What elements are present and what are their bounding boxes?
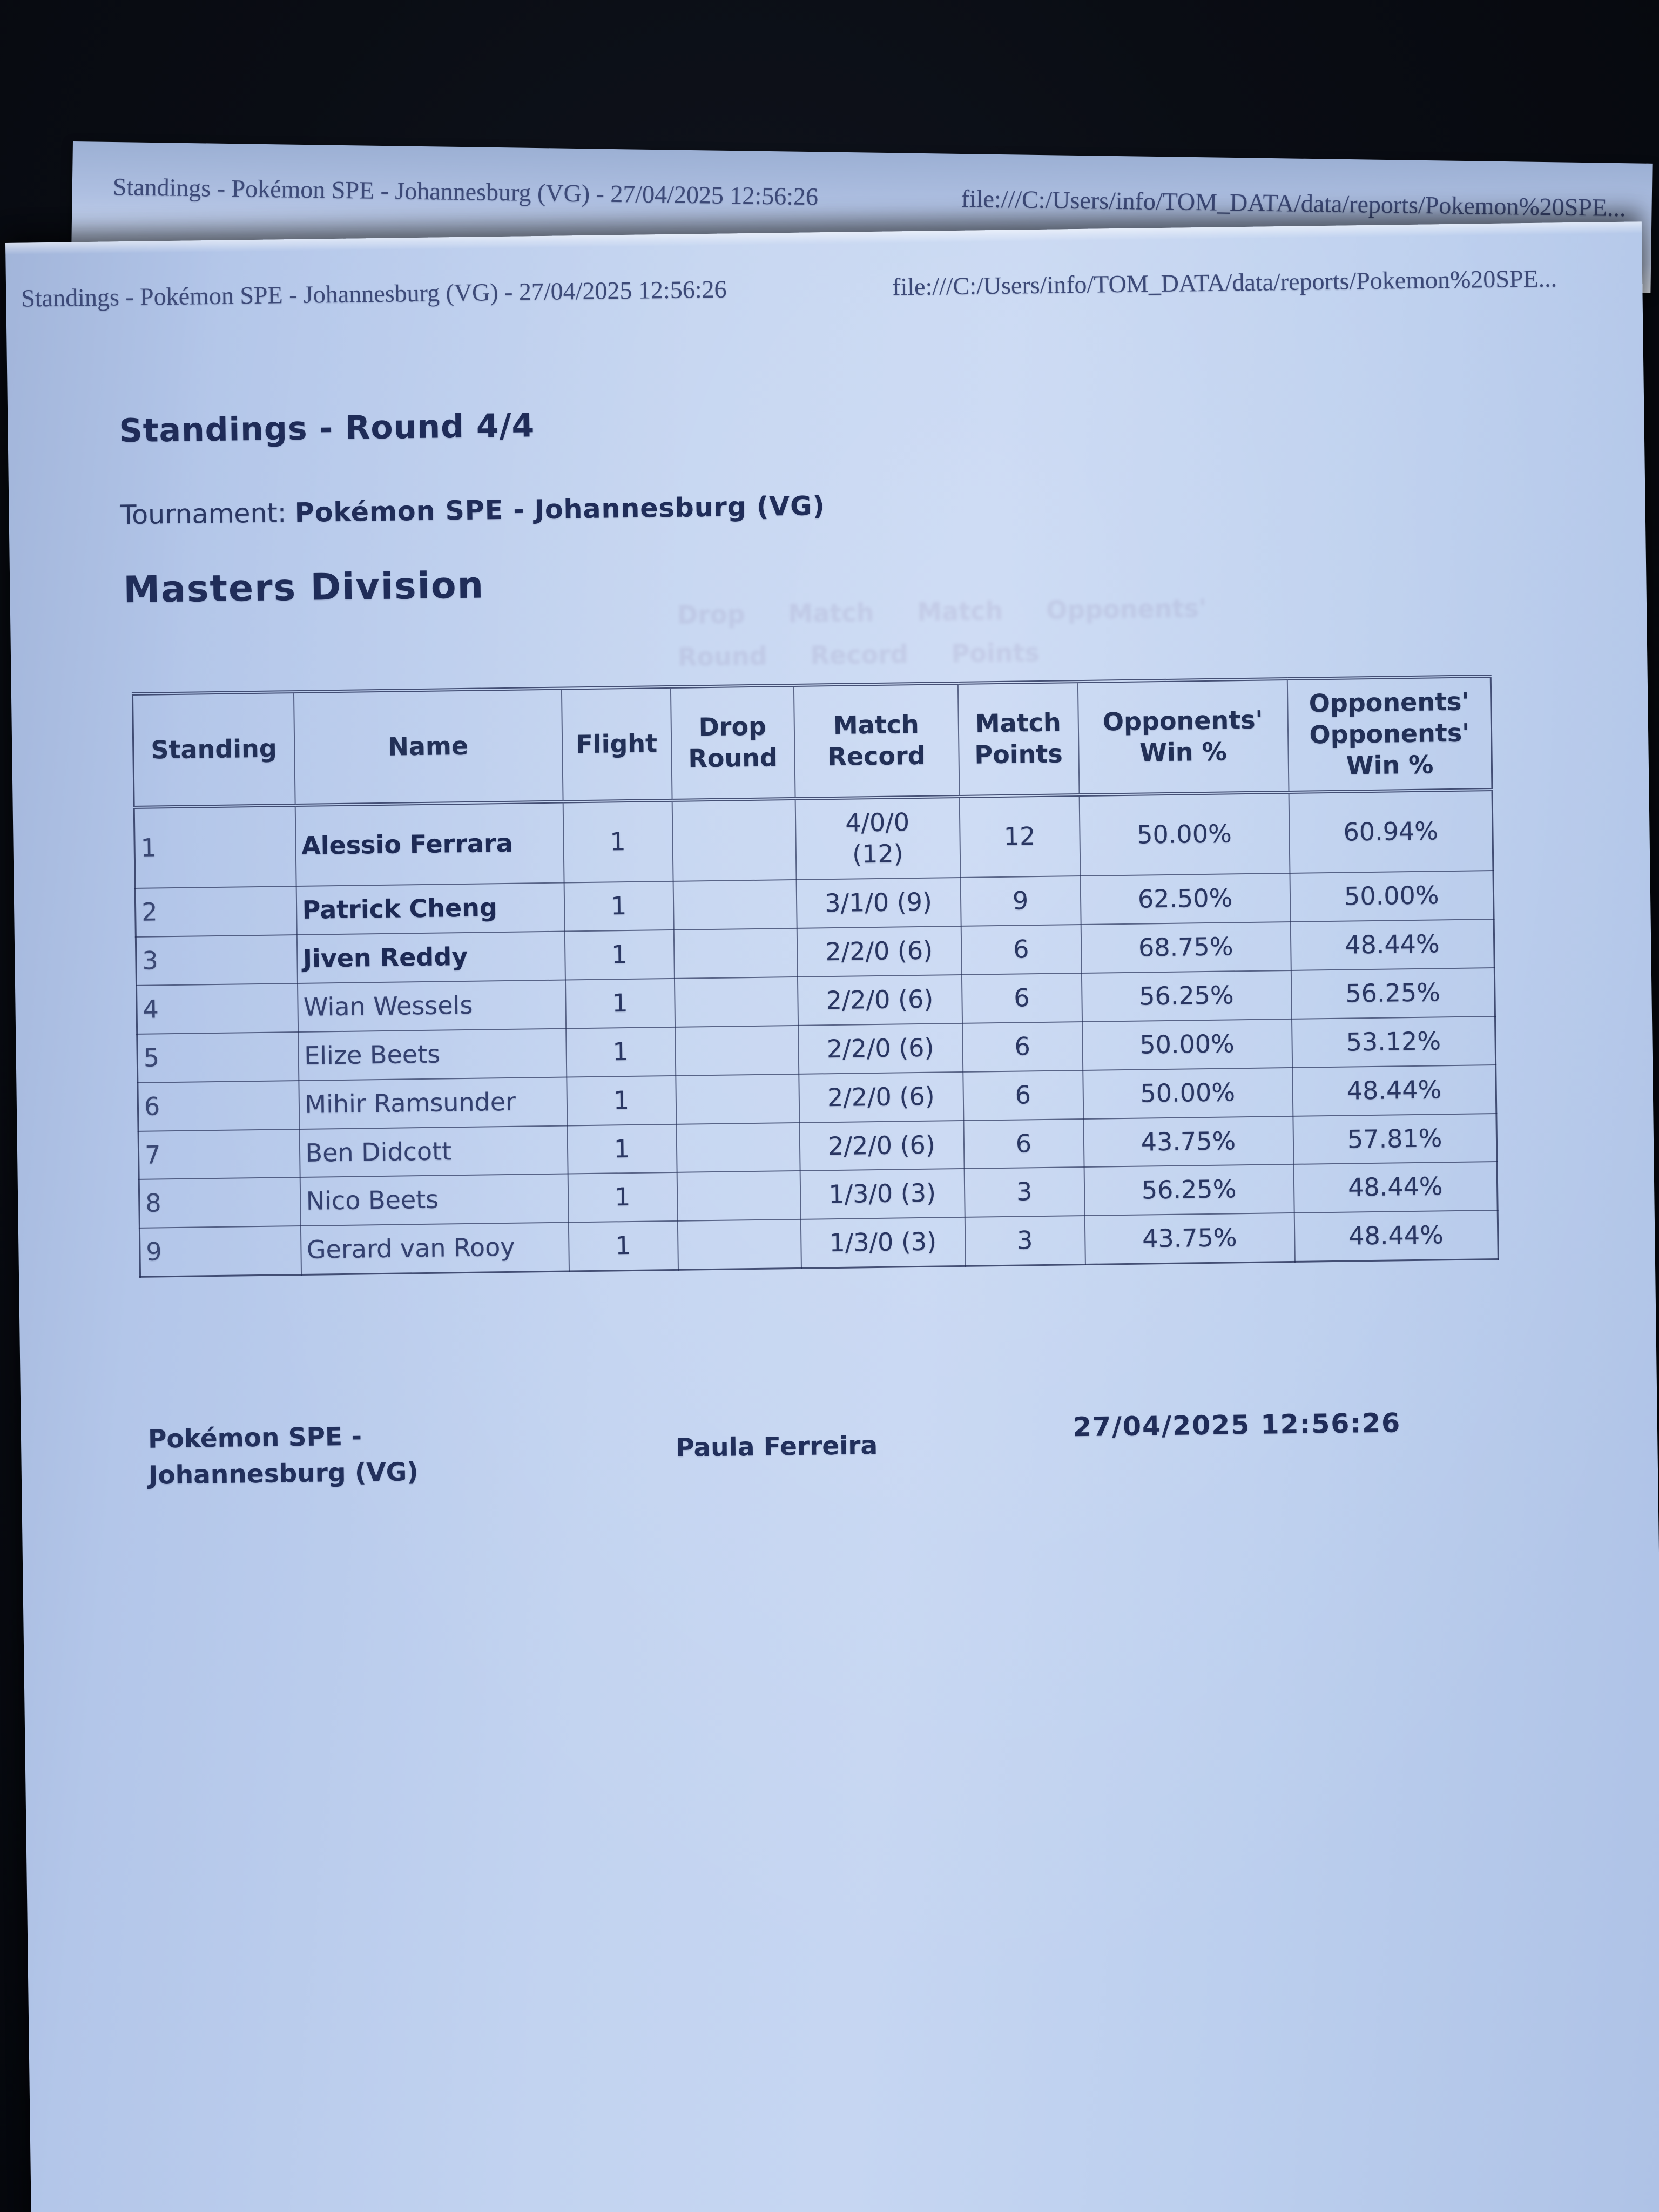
cell-match_points: 9 bbox=[960, 876, 1081, 926]
cell-name: Patrick Cheng bbox=[296, 882, 564, 934]
cell-standing: 4 bbox=[137, 983, 298, 1034]
print-header bbox=[21, 264, 1557, 312]
cell-match_points: 6 bbox=[962, 1022, 1083, 1072]
cell-standing: 5 bbox=[137, 1032, 299, 1083]
column-header-6: Opponents' Win % bbox=[1077, 679, 1289, 795]
cell-match_record: 1/3/0 (3) bbox=[800, 1169, 965, 1219]
cell-opp_opp_win_pct: 48.44% bbox=[1290, 919, 1494, 970]
cell-standing: 2 bbox=[135, 886, 296, 937]
back-sheet-print-header-url: file:///C:/Users/info/TOM_DATA/data/reports/Pokemon%20SPE... bbox=[961, 184, 1626, 222]
cell-opp_opp_win_pct: 56.25% bbox=[1291, 968, 1495, 1019]
tournament-label: Tournament: bbox=[120, 497, 287, 531]
cell-name: Gerard van Rooy bbox=[300, 1223, 569, 1275]
division-heading: Masters Division bbox=[123, 564, 485, 612]
cell-opp_win_pct: 50.00% bbox=[1082, 1019, 1292, 1070]
cell-opp_win_pct: 68.75% bbox=[1081, 922, 1291, 973]
table-header-row bbox=[132, 676, 1492, 807]
cell-drop_round bbox=[676, 1074, 799, 1124]
cell-opp_opp_win_pct: 48.44% bbox=[1292, 1065, 1496, 1116]
cell-opp_win_pct: 56.25% bbox=[1081, 970, 1291, 1022]
cell-flight: 1 bbox=[568, 1172, 677, 1223]
cell-opp_opp_win_pct: 60.94% bbox=[1289, 790, 1493, 873]
cell-flight: 1 bbox=[565, 979, 675, 1029]
cell-match_points: 6 bbox=[961, 925, 1081, 975]
column-header-4: Match Record bbox=[793, 683, 959, 799]
cell-opp_win_pct: 43.75% bbox=[1083, 1116, 1293, 1167]
cell-name: Nico Beets bbox=[300, 1174, 568, 1226]
column-header-3: Drop Round bbox=[670, 685, 795, 800]
cell-opp_win_pct: 50.00% bbox=[1079, 792, 1290, 876]
cell-match_record: 2/2/0 (6) bbox=[798, 1023, 963, 1074]
cell-match_points: 12 bbox=[959, 795, 1080, 878]
page-title: Standings - Round 4/4 bbox=[119, 407, 535, 450]
column-header-7: Opponents' Opponents' Win % bbox=[1287, 676, 1492, 792]
cell-drop_round bbox=[677, 1171, 800, 1221]
cell-name: Jiven Reddy bbox=[296, 931, 565, 983]
cell-standing: 3 bbox=[136, 935, 297, 986]
tournament-line bbox=[120, 490, 825, 530]
column-header-2: Flight bbox=[561, 687, 672, 801]
cell-flight: 1 bbox=[567, 1075, 676, 1125]
cell-name: Ben Didcott bbox=[299, 1125, 568, 1177]
cell-match_record: 2/2/0 (6) bbox=[797, 975, 962, 1026]
cell-name: Wian Wessels bbox=[297, 980, 565, 1031]
cell-standing: 6 bbox=[138, 1081, 299, 1131]
standings-table bbox=[132, 675, 1499, 1278]
cell-opp_win_pct: 43.75% bbox=[1084, 1213, 1294, 1265]
report-page bbox=[5, 221, 1659, 2212]
footer-tournament-name: Pokémon SPE - Johannesburg (VG) bbox=[147, 1421, 419, 1491]
print-header-title: Standings - Pokémon SPE - Johannesburg (VG) - 27/04/2025 12:56:26 bbox=[21, 275, 727, 312]
cell-drop_round bbox=[676, 1122, 800, 1172]
cell-match_record: 2/2/0 (6) bbox=[799, 1072, 963, 1123]
cell-drop_round bbox=[673, 928, 797, 979]
cell-match_points: 3 bbox=[964, 1167, 1084, 1217]
cell-drop_round bbox=[674, 977, 798, 1027]
cell-match_record: 1/3/0 (3) bbox=[800, 1217, 965, 1268]
footer-timestamp: 27/04/2025 12:56:26 bbox=[1073, 1407, 1401, 1443]
cell-name: Mihir Ramsunder bbox=[299, 1077, 567, 1129]
cell-match_record: 2/2/0 (6) bbox=[797, 926, 961, 977]
column-header-0: Standing bbox=[132, 692, 295, 807]
tournament-name: Pokémon SPE - Johannesburg (VG) bbox=[294, 490, 826, 529]
cell-match_record: 2/2/0 (6) bbox=[799, 1120, 964, 1171]
cell-opp_opp_win_pct: 50.00% bbox=[1290, 871, 1494, 922]
cell-drop_round bbox=[672, 799, 796, 881]
column-header-1: Name bbox=[293, 689, 563, 805]
cell-drop_round bbox=[673, 880, 797, 930]
cell-opp_opp_win_pct: 53.12% bbox=[1292, 1016, 1496, 1068]
cell-flight: 1 bbox=[568, 1221, 678, 1271]
cell-match_points: 3 bbox=[965, 1216, 1085, 1266]
cell-opp_opp_win_pct: 48.44% bbox=[1294, 1210, 1498, 1262]
back-sheet-print-header-title: Standings - Pokémon SPE - Johannesburg (VG) - 27/04/2025 12:56:26 bbox=[112, 173, 819, 211]
cell-opp_opp_win_pct: 48.44% bbox=[1293, 1162, 1498, 1213]
cell-name: Alessio Ferrara bbox=[295, 801, 564, 886]
print-header-url: file:///C:/Users/info/TOM_DATA/data/reports/Pokemon%20SPE... bbox=[892, 264, 1557, 301]
cell-opp_win_pct: 50.00% bbox=[1083, 1068, 1293, 1119]
show-through-ghost-text: Drop Match Match Opponents' Round Record Points bbox=[677, 593, 1207, 672]
back-sheet-print-header bbox=[112, 172, 1626, 222]
cell-match_points: 6 bbox=[963, 1070, 1083, 1121]
cell-standing: 7 bbox=[138, 1129, 300, 1180]
cell-name: Elize Beets bbox=[298, 1028, 567, 1080]
cell-flight: 1 bbox=[564, 881, 673, 932]
cell-drop_round bbox=[677, 1219, 801, 1270]
cell-opp_win_pct: 56.25% bbox=[1084, 1164, 1294, 1216]
cell-opp_win_pct: 62.50% bbox=[1080, 873, 1290, 925]
report-footer bbox=[21, 1402, 1659, 1553]
cell-flight: 1 bbox=[566, 1027, 676, 1077]
cell-standing: 9 bbox=[139, 1226, 301, 1277]
cell-drop_round bbox=[675, 1026, 799, 1076]
cell-opp_opp_win_pct: 57.81% bbox=[1293, 1114, 1497, 1165]
cell-match_record: 3/1/0 (9) bbox=[796, 878, 961, 928]
cell-flight: 1 bbox=[564, 930, 674, 980]
cell-match_points: 6 bbox=[961, 973, 1082, 1023]
cell-match_record: 4/0/0 (12) bbox=[795, 797, 960, 880]
cell-standing: 1 bbox=[134, 805, 296, 888]
footer-organizer-name: Paula Ferreira bbox=[675, 1431, 878, 1463]
cell-flight: 1 bbox=[567, 1124, 677, 1174]
cell-standing: 8 bbox=[139, 1177, 300, 1228]
cell-match_points: 6 bbox=[963, 1119, 1084, 1169]
column-header-5: Match Points bbox=[957, 682, 1079, 797]
cell-flight: 1 bbox=[563, 800, 673, 883]
